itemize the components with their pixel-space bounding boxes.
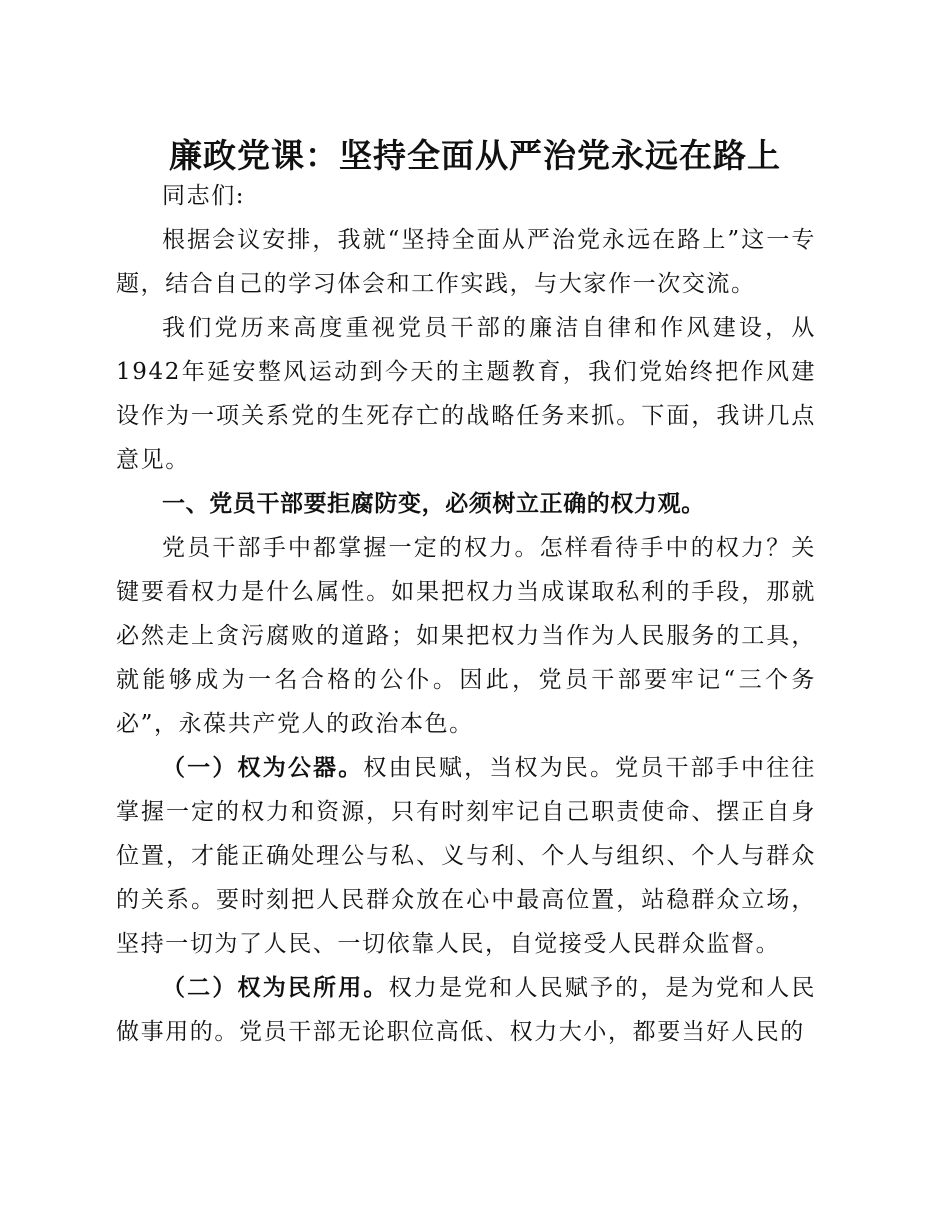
salutation: 同志们: (162, 183, 246, 209)
subsection-2-text: 权力是党和人民赋予的，是为党和人民做事用的。党员干部无论职位高低、权力大小，都要当好人民的 (116, 975, 817, 1045)
subsection-1-label: （一）权为公器。 (162, 754, 364, 781)
subsection-2 (116, 966, 816, 1054)
paragraph-power-view: 党员干部手中都掌握一定的权力。怎样看待手中的权力？关键要看权力是什么属性。如果把权力当成谋取私利的手段，那就必然走上贪污腐败的道路；如果把权力当作为人民服务的工具，就能够成为一名合格的公仆。因此，党员干部要牢记“三个务必”，永葆共产党人的政治本色。 (116, 535, 816, 737)
document-body (116, 174, 816, 1054)
document-title: 廉政党课：坚持全面从严治党永远在路上 (169, 136, 781, 175)
paragraph-intro: 根据会议安排，我就“坚持全面从严治党永远在路上”这一专题，结合自己的学习体会和工作实践，与大家作一次交流。 (116, 227, 816, 297)
subsection-1 (116, 746, 816, 966)
section-heading-1: 一、党员干部要拒腐防变，必须树立正确的权力观。 (162, 491, 705, 517)
subsection-2-label: （二）权为民所用。 (162, 974, 389, 1001)
paragraph-background: 我们党历来高度重视党员干部的廉洁自律和作风建设，从1942年延安整风运动到今天的主题教育，我们党始终把作风建设作为一项关系党的生死存亡的战略任务来抓。下面，我讲几点意见。 (116, 315, 816, 473)
subsection-1-text: 权由民赋，当权为民。党员干部手中往往掌握一定的权力和资源，只有时刻牢记自己职责使命、摆正自身位置，才能正确处理公与私、义与利、个人与组织、个人与群众的关系。要时刻把人民群众放在心中最高位置，站稳群众立场，坚持一切为了人民、一切依靠人民，自觉接受人民群众监督。 (116, 755, 816, 957)
